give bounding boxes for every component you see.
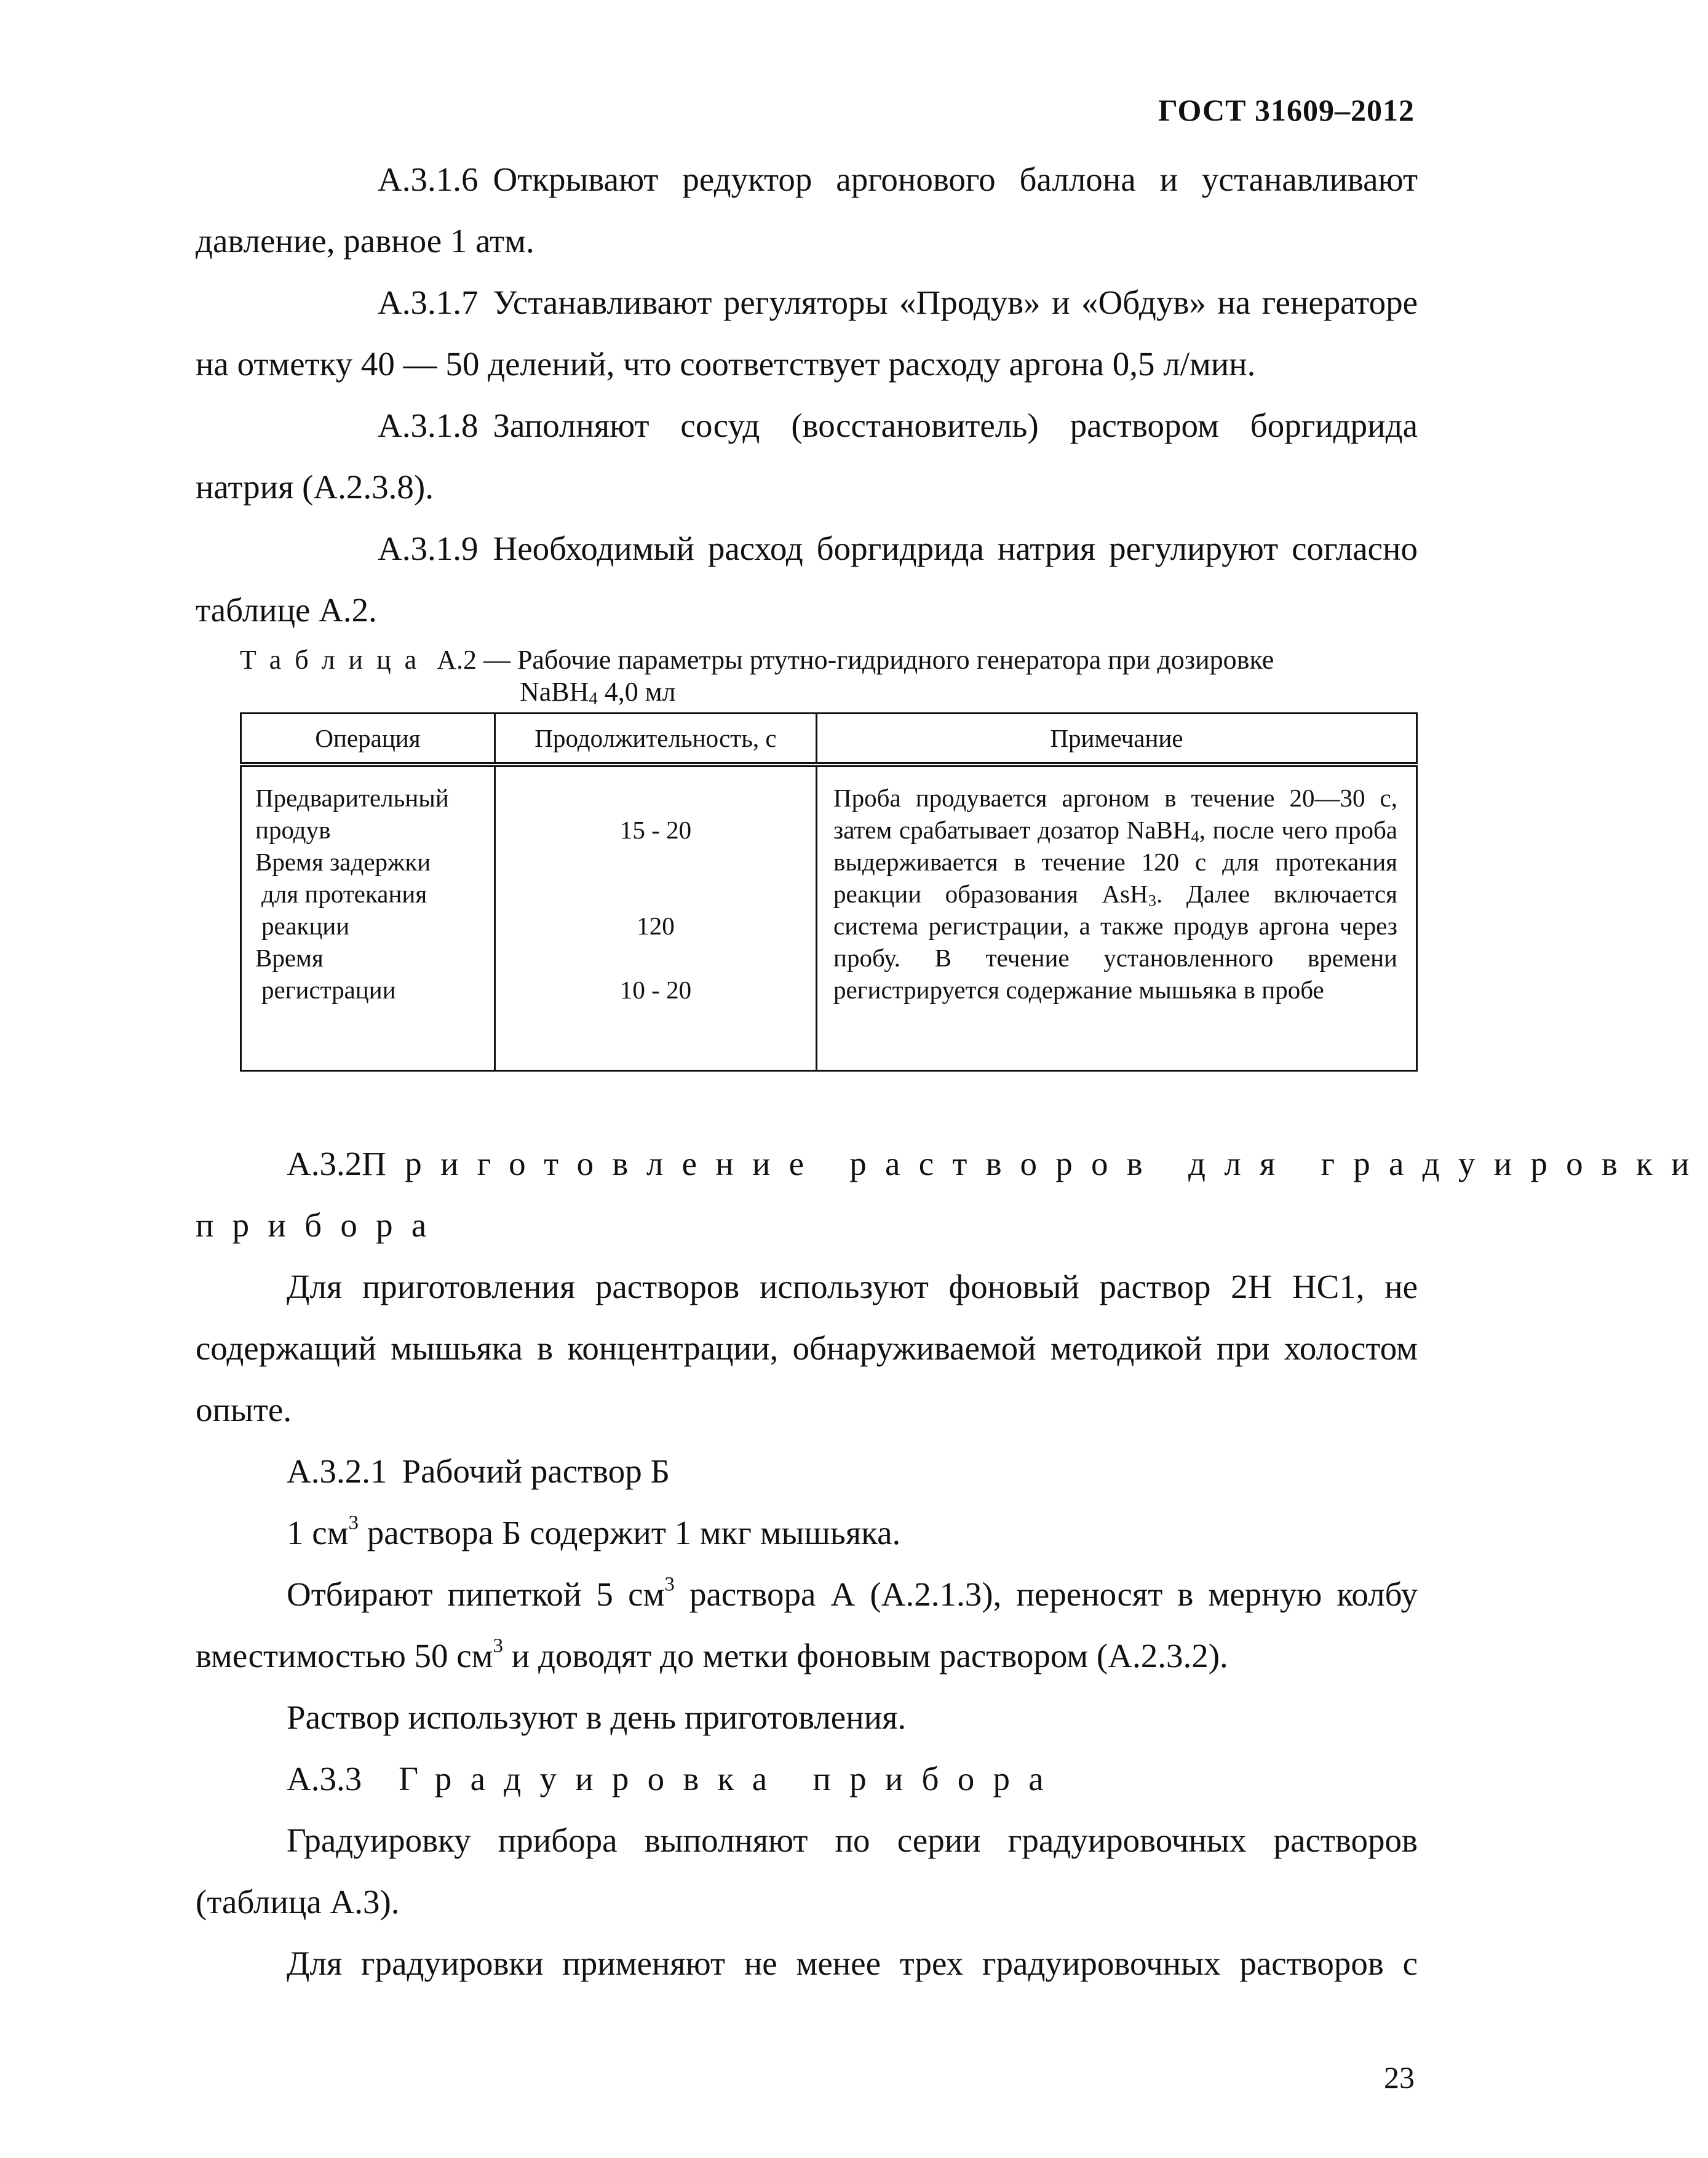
clause-number: А.3.1.9 [378, 530, 479, 567]
section-title: Градуировка прибора [399, 1760, 1062, 1798]
header-note: Примечание [817, 714, 1417, 765]
section-a3-3-paragraph-1: Градуировку прибора выполняют по серии градуировочных растворов (таблица А.3). [196, 1822, 1418, 1921]
operation-line: Предварительный [255, 784, 449, 812]
duration-line: 120 [637, 912, 675, 940]
note-part: , после чего проба выдерживается в течение 120 с для протекания реакции образования AsH [833, 816, 1398, 908]
page-number: 23 [1384, 2060, 1415, 2095]
header-duration: Продолжительность, с [495, 714, 817, 765]
superscript: 3 [348, 1511, 359, 1534]
clause-text: Открывают редуктор аргонового баллона и устанавливают давление, равное 1 атм. [196, 161, 1418, 260]
table-row [241, 765, 1417, 1071]
solution-b-content [287, 1502, 1509, 1564]
solution-b-procedure [196, 1564, 1418, 1687]
table-caption-line2 [520, 677, 676, 707]
operation-line: продув [255, 816, 331, 844]
section-a3-3-paragraph-2: Для градуировки применяют не менее трех градуировочных растворов с [287, 1945, 1418, 1982]
table-caption-label: Таблица [240, 645, 431, 675]
superscript: 3 [493, 1634, 504, 1657]
text-part: раствора А (А.2.1.3), переносят в мерную колбу вместимостью 50 см [196, 1575, 1418, 1674]
header-operation: Операция [241, 714, 495, 765]
caption-formula-subscript: 4 [589, 689, 598, 709]
paragraph-a3-1-9 [196, 518, 1418, 641]
operation-line: регистрации [261, 976, 396, 1004]
table-caption [240, 645, 1418, 675]
paragraph-a3-1-6 [196, 149, 1418, 272]
section-title: Приготовление растворов для градуировки [362, 1145, 1708, 1182]
section-number: А.3.2 [287, 1145, 362, 1182]
duration-line [496, 942, 816, 974]
note-subscript: 4 [1191, 827, 1199, 846]
section-a3-2-intro: Для приготовления растворов используют фоновый раствор 2Н НС1, не содержащий мышьяка в концентрации, обнаруживаемой методикой при холостом опыте. [196, 1268, 1418, 1428]
section-a3-2-heading [287, 1133, 1708, 1195]
document-code: ГОСТ 31609–2012 [1158, 93, 1415, 127]
duration-line: 15 - 20 [619, 816, 692, 844]
superscript: 3 [664, 1573, 675, 1596]
paragraph-a3-1-8 [196, 395, 1418, 518]
solution-usage-note: Раствор используют в день приготовления. [287, 1698, 907, 1736]
text-part: Отбирают пипеткой 5 см [287, 1575, 665, 1613]
section-number: А.3.3 [287, 1760, 362, 1798]
duration-cell [495, 765, 817, 1071]
clause-number: А.3.2.1 [287, 1452, 387, 1490]
caption-volume: 4,0 мл [597, 677, 676, 707]
operation-line: для протекания [261, 880, 427, 908]
note-part: Проба продувается аргоном в течение 20—30 с, затем срабатывает дозатор NaBH [833, 784, 1397, 844]
note-subscript: 3 [1148, 891, 1156, 910]
section-a3-3-heading [287, 1748, 1509, 1810]
clause-text: Необходимый расход боргидрида натрия регулируют согласно таблице А.2. [196, 530, 1418, 629]
paragraph-a3-1-7 [196, 272, 1418, 395]
table-caption-text: А.2 — Рабочие параметры ртутно-гидридного генератора при дозировке [437, 645, 1274, 675]
note-part: . Далее включается система регистрации, а также продув аргона через пробу. В течение установленного времени регистрируется содержание мышьяка в пробе [833, 880, 1397, 1004]
operation-line: реакции [261, 912, 350, 940]
operation-cell [241, 765, 495, 1071]
clause-number: А.3.1.6 [378, 161, 479, 198]
clause-number: А.3.1.7 [378, 284, 479, 321]
duration-line: 10 - 20 [619, 976, 692, 1004]
text-part: и доводят до метки фоновым раствором (А.2.3.2). [503, 1637, 1228, 1674]
subsection-a3-2-1 [287, 1441, 1509, 1502]
text-part: 1 см [287, 1514, 349, 1551]
caption-formula: NaBH [520, 677, 589, 707]
table-header-row [241, 714, 1417, 765]
duration-line [496, 878, 816, 910]
clause-text: Заполняют сосуд (восстановитель) раствором боргидрида натрия (А.2.3.8). [196, 407, 1418, 506]
clause-number: А.3.1.8 [378, 407, 479, 444]
text-part: раствора Б содержит 1 мкг мышьяка. [358, 1514, 901, 1551]
section-title-continuation: прибора [196, 1206, 445, 1244]
operation-line: Время задержки [255, 848, 431, 876]
duration-line [496, 782, 816, 814]
clause-title: Рабочий раствор Б [402, 1452, 670, 1490]
clause-text: Устанавливают регуляторы «Продув» и «Обдув» на генераторе на отметку 40 — 50 делений, что соответствует расходу аргона 0,5 л/мин. [196, 284, 1418, 383]
duration-line [496, 846, 816, 878]
note-cell [817, 765, 1417, 1071]
note-text [817, 767, 1416, 1006]
operation-line: Время [255, 944, 324, 972]
parameters-table [240, 712, 1418, 1072]
